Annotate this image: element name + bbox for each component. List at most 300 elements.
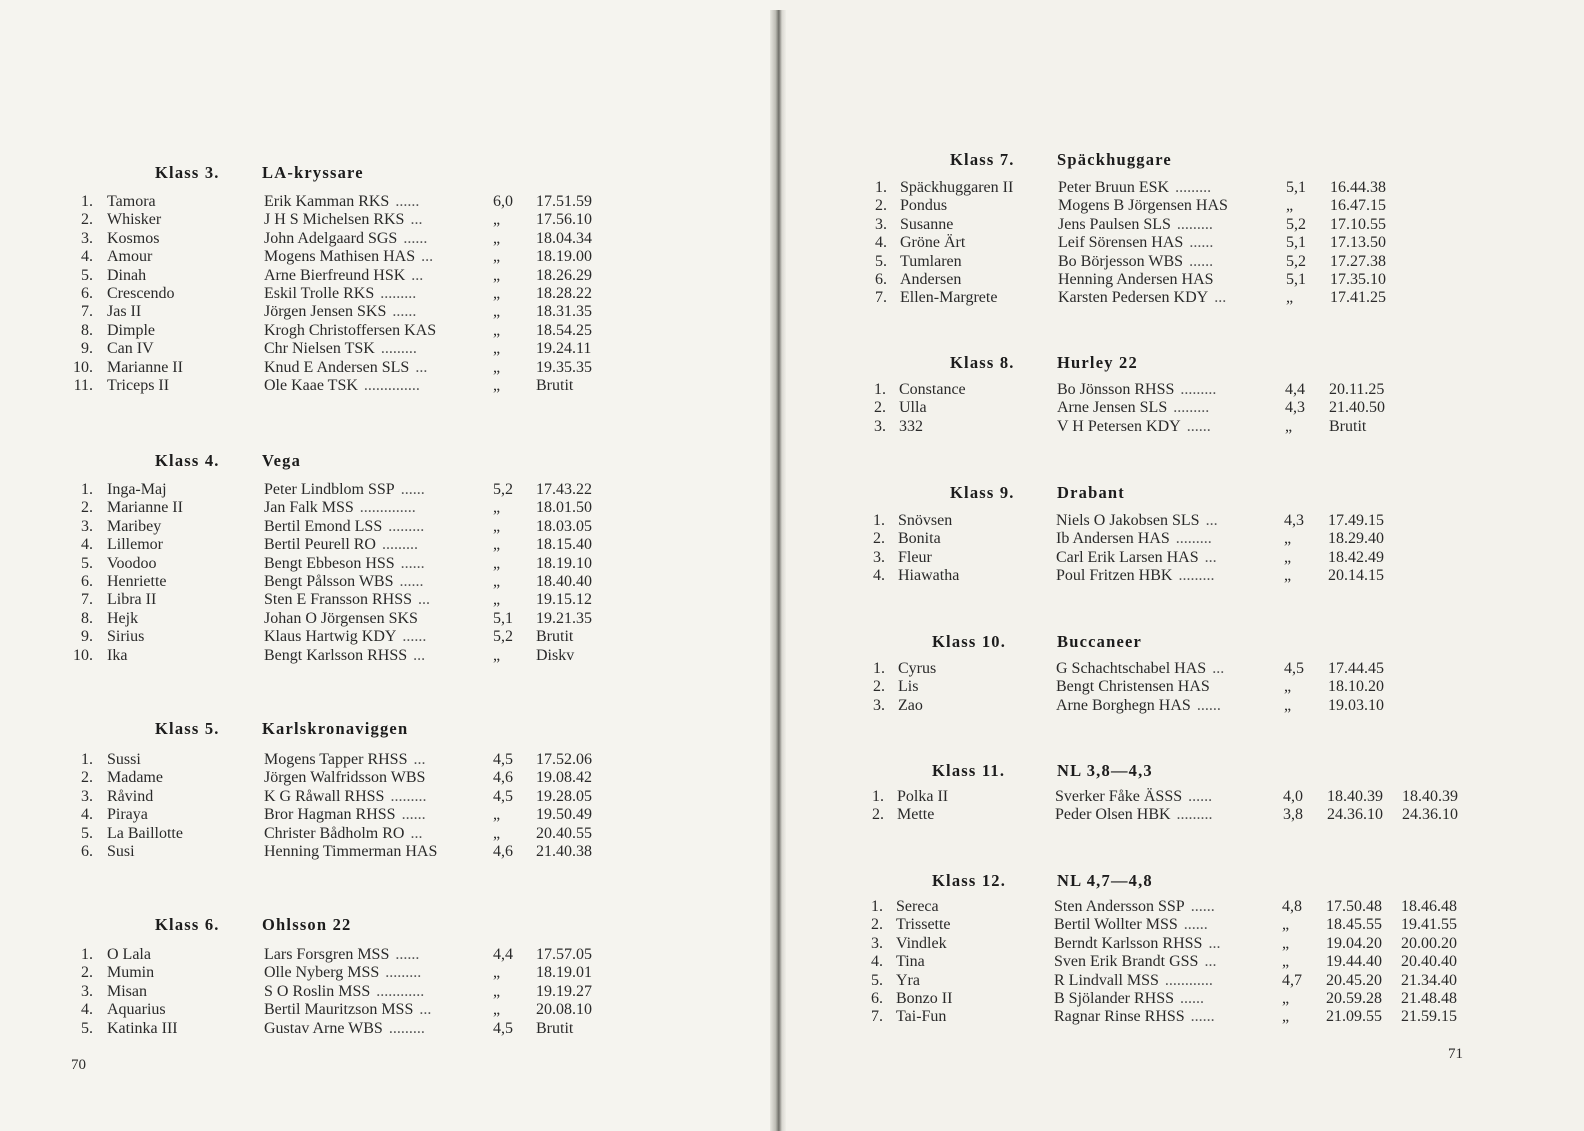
- finish-time: 18.28.22: [536, 284, 592, 302]
- finish-time: 20.11.25: [1329, 381, 1385, 398]
- result-row: [0, 916, 1584, 934]
- skipper-name: Sven Erik Brandt GSS: [1054, 953, 1199, 971]
- rating-value: 5,2: [1286, 215, 1306, 233]
- leader-dots: ...: [1205, 512, 1218, 529]
- class-number: Klass 8.: [950, 353, 1015, 372]
- leader-dots: .........: [388, 1019, 425, 1037]
- result-row: [0, 481, 1584, 499]
- rating-value: „: [493, 376, 501, 394]
- boat-name: Marianne II: [107, 358, 183, 376]
- result-row: [0, 359, 1584, 377]
- boat-name: Dinah: [107, 266, 147, 284]
- rating-value: „: [493, 806, 501, 824]
- skipper-name: Christer Bådholm RO: [264, 824, 405, 842]
- skipper-club: [1057, 399, 1282, 417]
- skipper-club: [1058, 179, 1283, 197]
- boat-name: Voodoo: [107, 554, 157, 572]
- result-row: [0, 972, 1584, 990]
- placing: 5.: [81, 1019, 93, 1037]
- leader-dots: ...: [419, 1001, 432, 1019]
- leader-dots: ......: [1186, 417, 1211, 435]
- page-number-left: 70: [71, 1057, 86, 1073]
- skipper-name: Bengt Christensen HAS: [1056, 678, 1210, 696]
- rating-value: 4,3: [1285, 399, 1305, 417]
- boat-type: Späckhuggare: [1057, 150, 1172, 169]
- skipper-club: [1055, 806, 1280, 824]
- result-row: [0, 399, 1584, 417]
- result-row: [0, 610, 1584, 628]
- rating-value: „: [493, 982, 501, 1000]
- skipper-club: [1054, 990, 1279, 1008]
- rating-value: „: [1286, 197, 1294, 215]
- finish-time: 18.26.29: [536, 266, 592, 284]
- leader-dots: ......: [1189, 252, 1214, 270]
- finish-time: 20.14.15: [1328, 567, 1384, 585]
- finish-time: 16.44.38: [1330, 179, 1386, 196]
- class-number: Klass 9.: [950, 483, 1015, 502]
- finish-time: 20.08.10: [536, 1001, 592, 1019]
- rating-value: „: [493, 303, 501, 321]
- skipper-club: [264, 628, 492, 646]
- rating-value: „: [493, 358, 501, 376]
- skipper-club: [1054, 1008, 1279, 1026]
- boat-name: Crescendo: [107, 284, 175, 302]
- rating-value: „: [1284, 567, 1292, 585]
- boat-name: Råvind: [107, 787, 154, 805]
- skipper-name: Henning Timmerman HAS: [264, 842, 438, 860]
- leader-dots: ......: [1190, 898, 1215, 915]
- placing: 6.: [81, 284, 93, 302]
- skipper-name: Mogens Mathisen HAS: [264, 248, 416, 266]
- finish-time: 18.31.35: [536, 303, 592, 321]
- placing: 5.: [81, 824, 93, 842]
- skipper-name: Krogh Christoffersen KAS: [264, 321, 437, 339]
- leader-dots: ...: [1204, 548, 1217, 566]
- boat-name: Ulla: [899, 399, 927, 417]
- leader-dots: ......: [1196, 696, 1221, 714]
- boat-type: Buccaneer: [1057, 632, 1143, 651]
- finish-time: 20.40.55: [536, 824, 592, 842]
- skipper-club: [1057, 381, 1282, 399]
- skipper-name: Jörgen Jensen SKS: [264, 303, 387, 321]
- finish-time: 18.42.49: [1328, 548, 1384, 566]
- boat-name: 332: [899, 417, 923, 435]
- finish-time: 21.40.50: [1329, 399, 1385, 417]
- skipper-club: [1056, 697, 1281, 715]
- finish-time: 17.13.50: [1330, 234, 1386, 252]
- placing: 2.: [81, 769, 93, 787]
- placing: 7.: [871, 1008, 883, 1026]
- leader-dots: .........: [1175, 530, 1212, 548]
- placing: 3.: [871, 934, 883, 952]
- leader-dots: ......: [402, 628, 427, 646]
- skipper-name: Mogens Tapper RHSS: [264, 751, 408, 768]
- finish-time: 19.08.42: [536, 769, 592, 787]
- placing: 2.: [872, 806, 884, 824]
- boat-name: Vindlek: [896, 934, 947, 952]
- skipper-name: Jens Paulsen SLS: [1058, 215, 1171, 233]
- boat-type: Vega: [262, 451, 302, 470]
- placing: 3.: [873, 696, 885, 714]
- skipper-name: Ole Kaae TSK: [264, 376, 358, 394]
- skipper-club: [264, 751, 492, 769]
- boat-name: Mumin: [107, 964, 155, 982]
- skipper-name: Jörgen Walfridsson WBS: [264, 769, 426, 787]
- boat-name: Yra: [896, 971, 920, 989]
- rating-value: „: [1284, 530, 1292, 548]
- boat-name: Constance: [899, 381, 966, 398]
- boat-name: Henriette: [107, 572, 167, 590]
- leader-dots: ...: [410, 824, 423, 842]
- finish-time: 19.24.11: [536, 340, 592, 358]
- finish-time: Brutit: [1329, 417, 1367, 435]
- leader-dots: ......: [400, 481, 425, 498]
- skipper-name: Gustav Arne WBS: [264, 1019, 383, 1037]
- finish-time: 17.27.38: [1330, 252, 1386, 270]
- skipper-club: [1054, 898, 1279, 916]
- corrected-time: 20.00.20: [1401, 934, 1457, 952]
- rating-value: „: [493, 499, 501, 517]
- finish-time: 17.41.25: [1330, 289, 1386, 307]
- skipper-club: [1058, 271, 1283, 289]
- rating-value: „: [1282, 1008, 1290, 1026]
- finish-time: 17.56.10: [536, 211, 592, 229]
- boat-name: Fleur: [898, 548, 932, 566]
- placing: 1.: [873, 660, 885, 677]
- rating-value: „: [493, 1001, 501, 1019]
- finish-time: 17.57.05: [536, 946, 592, 963]
- rating-value: „: [493, 284, 501, 302]
- class-number: Klass 5.: [155, 719, 220, 738]
- corrected-time: 21.48.48: [1401, 989, 1457, 1007]
- rating-value: 4,0: [1283, 788, 1303, 805]
- rating-value: „: [493, 824, 501, 842]
- skipper-name: J H S Michelsen RKS: [264, 211, 405, 229]
- result-row: [0, 769, 1584, 787]
- boat-name: Ellen-Margrete: [900, 289, 998, 307]
- corrected-time: 18.40.39: [1402, 788, 1458, 805]
- finish-time: 18.19.00: [536, 248, 592, 266]
- skipper-name: S O Roslin MSS: [264, 982, 371, 1000]
- boat-name: Whisker: [107, 211, 162, 229]
- rating-value: 5,1: [1286, 270, 1306, 288]
- result-row: [0, 179, 1584, 197]
- result-row: [0, 898, 1584, 916]
- leader-dots: ...: [1212, 660, 1225, 677]
- placing: 2.: [873, 530, 885, 548]
- placing: 1.: [81, 481, 93, 498]
- class-number: Klass 3.: [155, 163, 220, 182]
- placing: 1.: [81, 946, 93, 963]
- skipper-name: Mogens B Jörgensen HAS: [1058, 197, 1228, 215]
- skipper-name: Klaus Hartwig KDY: [264, 628, 397, 646]
- boat-name: Misan: [107, 982, 147, 1000]
- rating-value: „: [493, 211, 501, 229]
- placing: 2.: [873, 678, 885, 696]
- rating-value: 5,1: [1286, 234, 1306, 252]
- skipper-name: Arne Borghegn HAS: [1056, 696, 1191, 714]
- finish-time: 17.44.45: [1328, 660, 1384, 677]
- class-number: Klass 6.: [155, 915, 220, 934]
- boat-name: Tina: [896, 953, 925, 971]
- finish-time: 21.40.38: [536, 842, 592, 860]
- skipper-club: [1055, 788, 1280, 806]
- finish-time: 18.45.55: [1326, 916, 1382, 934]
- leader-dots: .........: [388, 517, 425, 535]
- placing: 3.: [81, 787, 93, 805]
- boat-name: Bonzo II: [896, 989, 953, 1007]
- skipper-club: [1056, 530, 1281, 548]
- boat-name: Triceps II: [107, 376, 170, 394]
- skipper-club: [264, 769, 492, 787]
- leader-dots: ............: [1164, 971, 1213, 989]
- placing: 5.: [81, 554, 93, 572]
- result-row: [0, 935, 1584, 953]
- finish-time: Brutit: [536, 628, 574, 646]
- finish-time: 20.45.20: [1326, 971, 1382, 989]
- rating-value: 4,4: [493, 946, 513, 963]
- placing: 1.: [81, 193, 93, 210]
- corrected-time: 18.46.48: [1401, 898, 1457, 915]
- finish-time: 17.49.15: [1328, 512, 1384, 529]
- result-row: [0, 253, 1584, 271]
- skipper-name: Bengt Karlsson RHSS: [264, 646, 408, 664]
- rating-value: „: [493, 554, 501, 572]
- rating-value: 4,4: [1285, 381, 1305, 398]
- boat-name: Susanne: [900, 215, 954, 233]
- skipper-name: Chr Nielsen TSK: [264, 340, 375, 358]
- placing: 4.: [871, 953, 883, 971]
- boat-type: Ohlsson 22: [262, 915, 352, 934]
- rating-value: „: [1282, 989, 1290, 1007]
- skipper-club: [1054, 916, 1279, 934]
- skipper-club: [1056, 678, 1281, 696]
- leader-dots: ......: [1189, 234, 1214, 252]
- skipper-name: Bengt Pålsson WBS: [264, 572, 394, 590]
- placing: 9.: [81, 628, 93, 646]
- skipper-club: [1058, 234, 1283, 252]
- leader-dots: .........: [1176, 215, 1213, 233]
- skipper-club: [1054, 935, 1279, 953]
- placing: 1.: [875, 179, 887, 196]
- finish-time: Brutit: [536, 376, 574, 394]
- skipper-club: [1056, 512, 1281, 530]
- rating-value: „: [1284, 696, 1292, 714]
- finish-time: 19.21.35: [536, 609, 592, 627]
- leader-dots: ...: [410, 211, 423, 229]
- skipper-name: Sten E Fransson RHSS: [264, 591, 413, 609]
- leader-dots: .........: [1180, 381, 1217, 398]
- boat-name: Ika: [107, 646, 128, 664]
- result-row: [0, 271, 1584, 289]
- placing: 2.: [81, 499, 93, 517]
- finish-time: 18.19.01: [536, 964, 592, 982]
- finish-time: 19.19.27: [536, 982, 592, 1000]
- finish-time: 18.29.40: [1328, 530, 1384, 548]
- rating-value: „: [1282, 916, 1290, 934]
- skipper-name: Sverker Fåke ÄSSS: [1055, 788, 1183, 805]
- leader-dots: ...: [1214, 289, 1227, 307]
- result-row: [0, 697, 1584, 715]
- boat-name: Madame: [107, 769, 163, 787]
- result-row: [0, 567, 1584, 585]
- finish-time: 20.59.28: [1326, 989, 1382, 1007]
- leader-dots: ......: [1183, 916, 1208, 934]
- boat-type: Karlskronaviggen: [262, 719, 409, 738]
- leader-dots: ......: [403, 229, 428, 247]
- result-row: [0, 549, 1584, 567]
- finish-time: 18.01.50: [536, 499, 592, 517]
- result-row: [0, 381, 1584, 399]
- boat-name: Andersen: [900, 270, 962, 288]
- finish-time: 19.50.49: [536, 806, 592, 824]
- rating-value: 4,7: [1282, 971, 1302, 989]
- rating-value: 6,0: [493, 193, 513, 210]
- boat-name: La Baillotte: [107, 824, 183, 842]
- leader-dots: ......: [395, 946, 420, 963]
- leader-dots: ............: [376, 982, 425, 1000]
- page-number-right: 71: [1448, 1046, 1463, 1062]
- boat-name: Snövsen: [898, 512, 953, 529]
- results-list: [0, 381, 1584, 436]
- placing: 3.: [81, 982, 93, 1000]
- leader-dots: ......: [395, 193, 420, 210]
- placing: 1.: [872, 788, 884, 805]
- boat-name: Inga-Maj: [107, 481, 167, 498]
- rating-value: „: [493, 646, 501, 664]
- skipper-name: Olle Nyberg MSS: [264, 964, 380, 982]
- boat-name: Maribey: [107, 517, 162, 535]
- leader-dots: .........: [1173, 399, 1210, 417]
- skipper-club: [264, 843, 492, 861]
- skipper-club: [264, 591, 492, 609]
- skipper-club: [1054, 953, 1279, 971]
- leader-dots: ...: [1204, 953, 1217, 971]
- skipper-club: [264, 340, 492, 358]
- result-row: [0, 628, 1584, 646]
- boat-name: Lis: [898, 678, 919, 696]
- rating-value: „: [493, 517, 501, 535]
- corrected-time: 24.36.10: [1402, 806, 1458, 824]
- leader-dots: ......: [399, 572, 424, 590]
- corrected-time: 20.40.40: [1401, 953, 1457, 971]
- results-list: [0, 660, 1584, 715]
- skipper-name: Peter Lindblom SSP: [264, 481, 395, 498]
- skipper-name: Jan Falk MSS: [264, 499, 354, 517]
- placing: 8.: [81, 321, 93, 339]
- result-row: [0, 1008, 1584, 1026]
- placing: 3.: [874, 417, 886, 435]
- rating-value: 4,5: [1284, 660, 1304, 677]
- placing: 2.: [81, 964, 93, 982]
- boat-name: Gröne Ärt: [900, 234, 966, 252]
- placing: 5.: [81, 266, 93, 284]
- boat-name: Dimple: [107, 321, 155, 339]
- boat-name: Libra II: [107, 591, 157, 609]
- placing: 4.: [81, 806, 93, 824]
- skipper-name: B Sjölander RHSS: [1054, 989, 1175, 1007]
- leader-dots: .........: [385, 964, 422, 982]
- finish-time: Diskv: [536, 646, 575, 664]
- finish-time: 17.10.55: [1330, 215, 1386, 233]
- result-row: [0, 843, 1584, 861]
- skipper-name: V H Petersen KDY: [1057, 417, 1181, 435]
- skipper-name: Leif Sörensen HAS: [1058, 234, 1184, 252]
- result-row: [0, 825, 1584, 843]
- finish-time: 19.03.10: [1328, 696, 1384, 714]
- result-row: [0, 660, 1584, 678]
- skipper-club: [1054, 972, 1279, 990]
- skipper-name: John Adelgaard SGS: [264, 229, 398, 247]
- rating-value: 4,5: [493, 751, 513, 768]
- finish-time: 19.44.40: [1326, 953, 1382, 971]
- placing: 4.: [81, 1001, 93, 1019]
- placing: 3.: [81, 517, 93, 535]
- results-list: [0, 898, 1584, 1027]
- leader-dots: ...: [413, 751, 426, 768]
- rating-value: „: [493, 591, 501, 609]
- boat-name: Hejk: [107, 609, 139, 627]
- boat-name: Tai-Fun: [896, 1008, 947, 1026]
- result-row: [0, 530, 1584, 548]
- leader-dots: .........: [1178, 567, 1215, 585]
- leader-dots: ......: [400, 554, 425, 572]
- skipper-name: Peder Olsen HBK: [1055, 806, 1171, 824]
- finish-time: 18.15.40: [536, 536, 592, 554]
- boat-name: Cyrus: [898, 660, 937, 677]
- boat-name: Sirius: [107, 628, 145, 646]
- boat-name: Bonita: [898, 530, 941, 548]
- corrected-time: 19.41.55: [1401, 916, 1457, 934]
- rating-value: 4,6: [493, 842, 513, 860]
- leader-dots: ......: [1188, 788, 1213, 805]
- leader-dots: .........: [380, 340, 417, 358]
- leader-dots: ......: [1190, 1008, 1215, 1026]
- skipper-club: [264, 825, 492, 843]
- boat-name: Sereca: [896, 898, 939, 915]
- placing: 4.: [81, 536, 93, 554]
- skipper-name: Lars Forsgren MSS: [264, 946, 390, 963]
- class-number: Klass 10.: [932, 632, 1007, 651]
- skipper-club: [264, 359, 492, 377]
- finish-time: 19.28.05: [536, 787, 592, 805]
- boat-name: Can IV: [107, 340, 154, 358]
- placing: 1.: [873, 512, 885, 529]
- result-row: [0, 788, 1584, 806]
- placing: 4.: [873, 567, 885, 585]
- rating-value: „: [493, 321, 501, 339]
- finish-time: 19.35.35: [536, 358, 592, 376]
- skipper-name: Bo Börjesson WBS: [1058, 252, 1184, 270]
- leader-dots: ..............: [363, 376, 420, 394]
- skipper-name: R Lindvall MSS: [1054, 971, 1159, 989]
- skipper-name: Erik Kamman RKS: [264, 193, 390, 210]
- finish-time: 17.52.06: [536, 751, 592, 768]
- boat-name: Tamora: [107, 193, 156, 210]
- skipper-name: Bertil Mauritzson MSS: [264, 1001, 414, 1019]
- finish-time: 18.40.39: [1327, 788, 1383, 805]
- results-list: [0, 788, 1584, 825]
- boat-name: Amour: [107, 248, 153, 266]
- rating-value: 5,2: [493, 628, 513, 646]
- placing: 6.: [871, 989, 883, 1007]
- placing: 3.: [81, 229, 93, 247]
- finish-time: 16.47.15: [1330, 197, 1386, 215]
- boat-name: Sussi: [107, 751, 141, 768]
- result-row: [0, 322, 1584, 340]
- skipper-name: Bror Hagman RHSS: [264, 806, 396, 824]
- skipper-club: [1056, 660, 1281, 678]
